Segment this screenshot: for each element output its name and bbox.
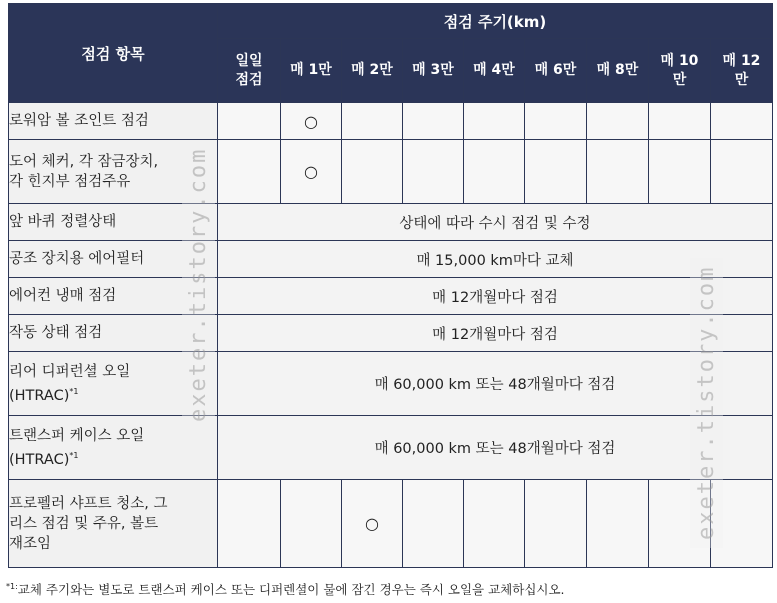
empty-cell	[649, 103, 711, 140]
item-label-text: 앞 바퀴 정렬상태	[9, 214, 117, 230]
item-label-text: 작동 상태 점검	[9, 325, 103, 341]
empty-cell	[218, 480, 281, 568]
table-row	[9, 204, 773, 241]
header-column: 매 1만	[281, 39, 342, 103]
item-label	[9, 480, 218, 568]
empty-cell	[711, 103, 773, 140]
mark-symbol: ○	[304, 111, 318, 131]
empty-cell	[403, 140, 464, 204]
item-label-sub: (HTRAC)	[9, 451, 70, 468]
table-row	[9, 278, 773, 315]
schedule-note: 상태에 따라 수시 점검 및 수정	[218, 204, 773, 241]
empty-cell	[464, 140, 525, 204]
table-row	[9, 416, 773, 480]
check-mark	[281, 103, 342, 140]
schedule-note: 매 60,000 km 또는 48개월마다 점검	[218, 416, 773, 480]
footnote-marker: *1:	[6, 581, 18, 591]
header-column: 매 6만	[525, 39, 587, 103]
mark-symbol: ○	[365, 514, 379, 533]
empty-cell	[281, 480, 342, 568]
header-column: 매 2만	[342, 39, 403, 103]
schedule-note: 매 12개월마다 점검	[218, 315, 773, 352]
empty-cell	[464, 103, 525, 140]
header-column: 매 12 만	[711, 39, 773, 103]
table-row	[9, 103, 773, 140]
empty-cell	[525, 140, 587, 204]
maintenance-table	[8, 3, 773, 568]
check-mark	[281, 140, 342, 204]
empty-cell	[587, 140, 649, 204]
item-label-sub: (HTRAC)	[9, 387, 70, 404]
table-row	[9, 315, 773, 352]
footnote-ref: *1	[69, 450, 79, 460]
empty-cell	[218, 103, 281, 140]
item-label-text: 트랜스퍼 케이스 오일	[9, 427, 145, 444]
table-row	[9, 241, 773, 278]
empty-cell	[464, 480, 525, 568]
header-column: 일일 점검	[218, 39, 281, 103]
empty-cell	[525, 480, 587, 568]
empty-cell	[587, 480, 649, 568]
header-column: 매 10 만	[649, 39, 711, 103]
empty-cell	[403, 103, 464, 140]
footnote	[6, 580, 565, 598]
header-column: 매 8만	[587, 39, 649, 103]
item-label-text: 프로펠러 샤프트 청소, 그 리스 점검 및 주유, 볼트 재조임	[9, 495, 168, 552]
table-row	[9, 140, 773, 204]
footnote-text: 교체 주기와는 별도로 트랜스퍼 케이스 또는 디퍼렌셜이 물에 잠긴 경우는 즉시 오일을 교체하십시오.	[17, 582, 565, 597]
item-label-text: 도어 체커, 각 잠금장치, 각 힌지부 점검주유	[9, 153, 159, 190]
check-mark	[342, 480, 403, 568]
empty-cell	[218, 140, 281, 204]
item-label	[9, 103, 218, 140]
empty-cell	[587, 103, 649, 140]
mark-symbol: ○	[304, 162, 318, 181]
header-period: 점검 주기(km)	[218, 4, 773, 39]
header-item: 점검 항목	[9, 4, 218, 103]
empty-cell	[342, 103, 403, 140]
item-label-text: 공조 장치용 에어필터	[9, 251, 145, 267]
table-row	[9, 480, 773, 568]
item-label-text: 에어컨 냉매 점검	[9, 288, 117, 304]
schedule-note: 매 12개월마다 점검	[218, 278, 773, 315]
empty-cell	[342, 140, 403, 204]
schedule-note: 매 15,000 km마다 교체	[218, 241, 773, 278]
footnote-ref: *1	[69, 386, 79, 396]
empty-cell	[525, 103, 587, 140]
header-column: 매 3만	[403, 39, 464, 103]
item-label-text: 로워암 볼 조인트 점검	[9, 113, 149, 129]
empty-cell	[711, 140, 773, 204]
watermark-left: exeter.tistory.com	[182, 140, 215, 430]
empty-cell	[403, 480, 464, 568]
item-label-text: 리어 디퍼런셜 오일	[9, 363, 131, 380]
watermark-right: exeter.tistory.com	[690, 258, 723, 548]
header-column: 매 4만	[464, 39, 525, 103]
schedule-note: 매 60,000 km 또는 48개월마다 점검	[218, 352, 773, 416]
table-row	[9, 352, 773, 416]
empty-cell	[649, 140, 711, 204]
